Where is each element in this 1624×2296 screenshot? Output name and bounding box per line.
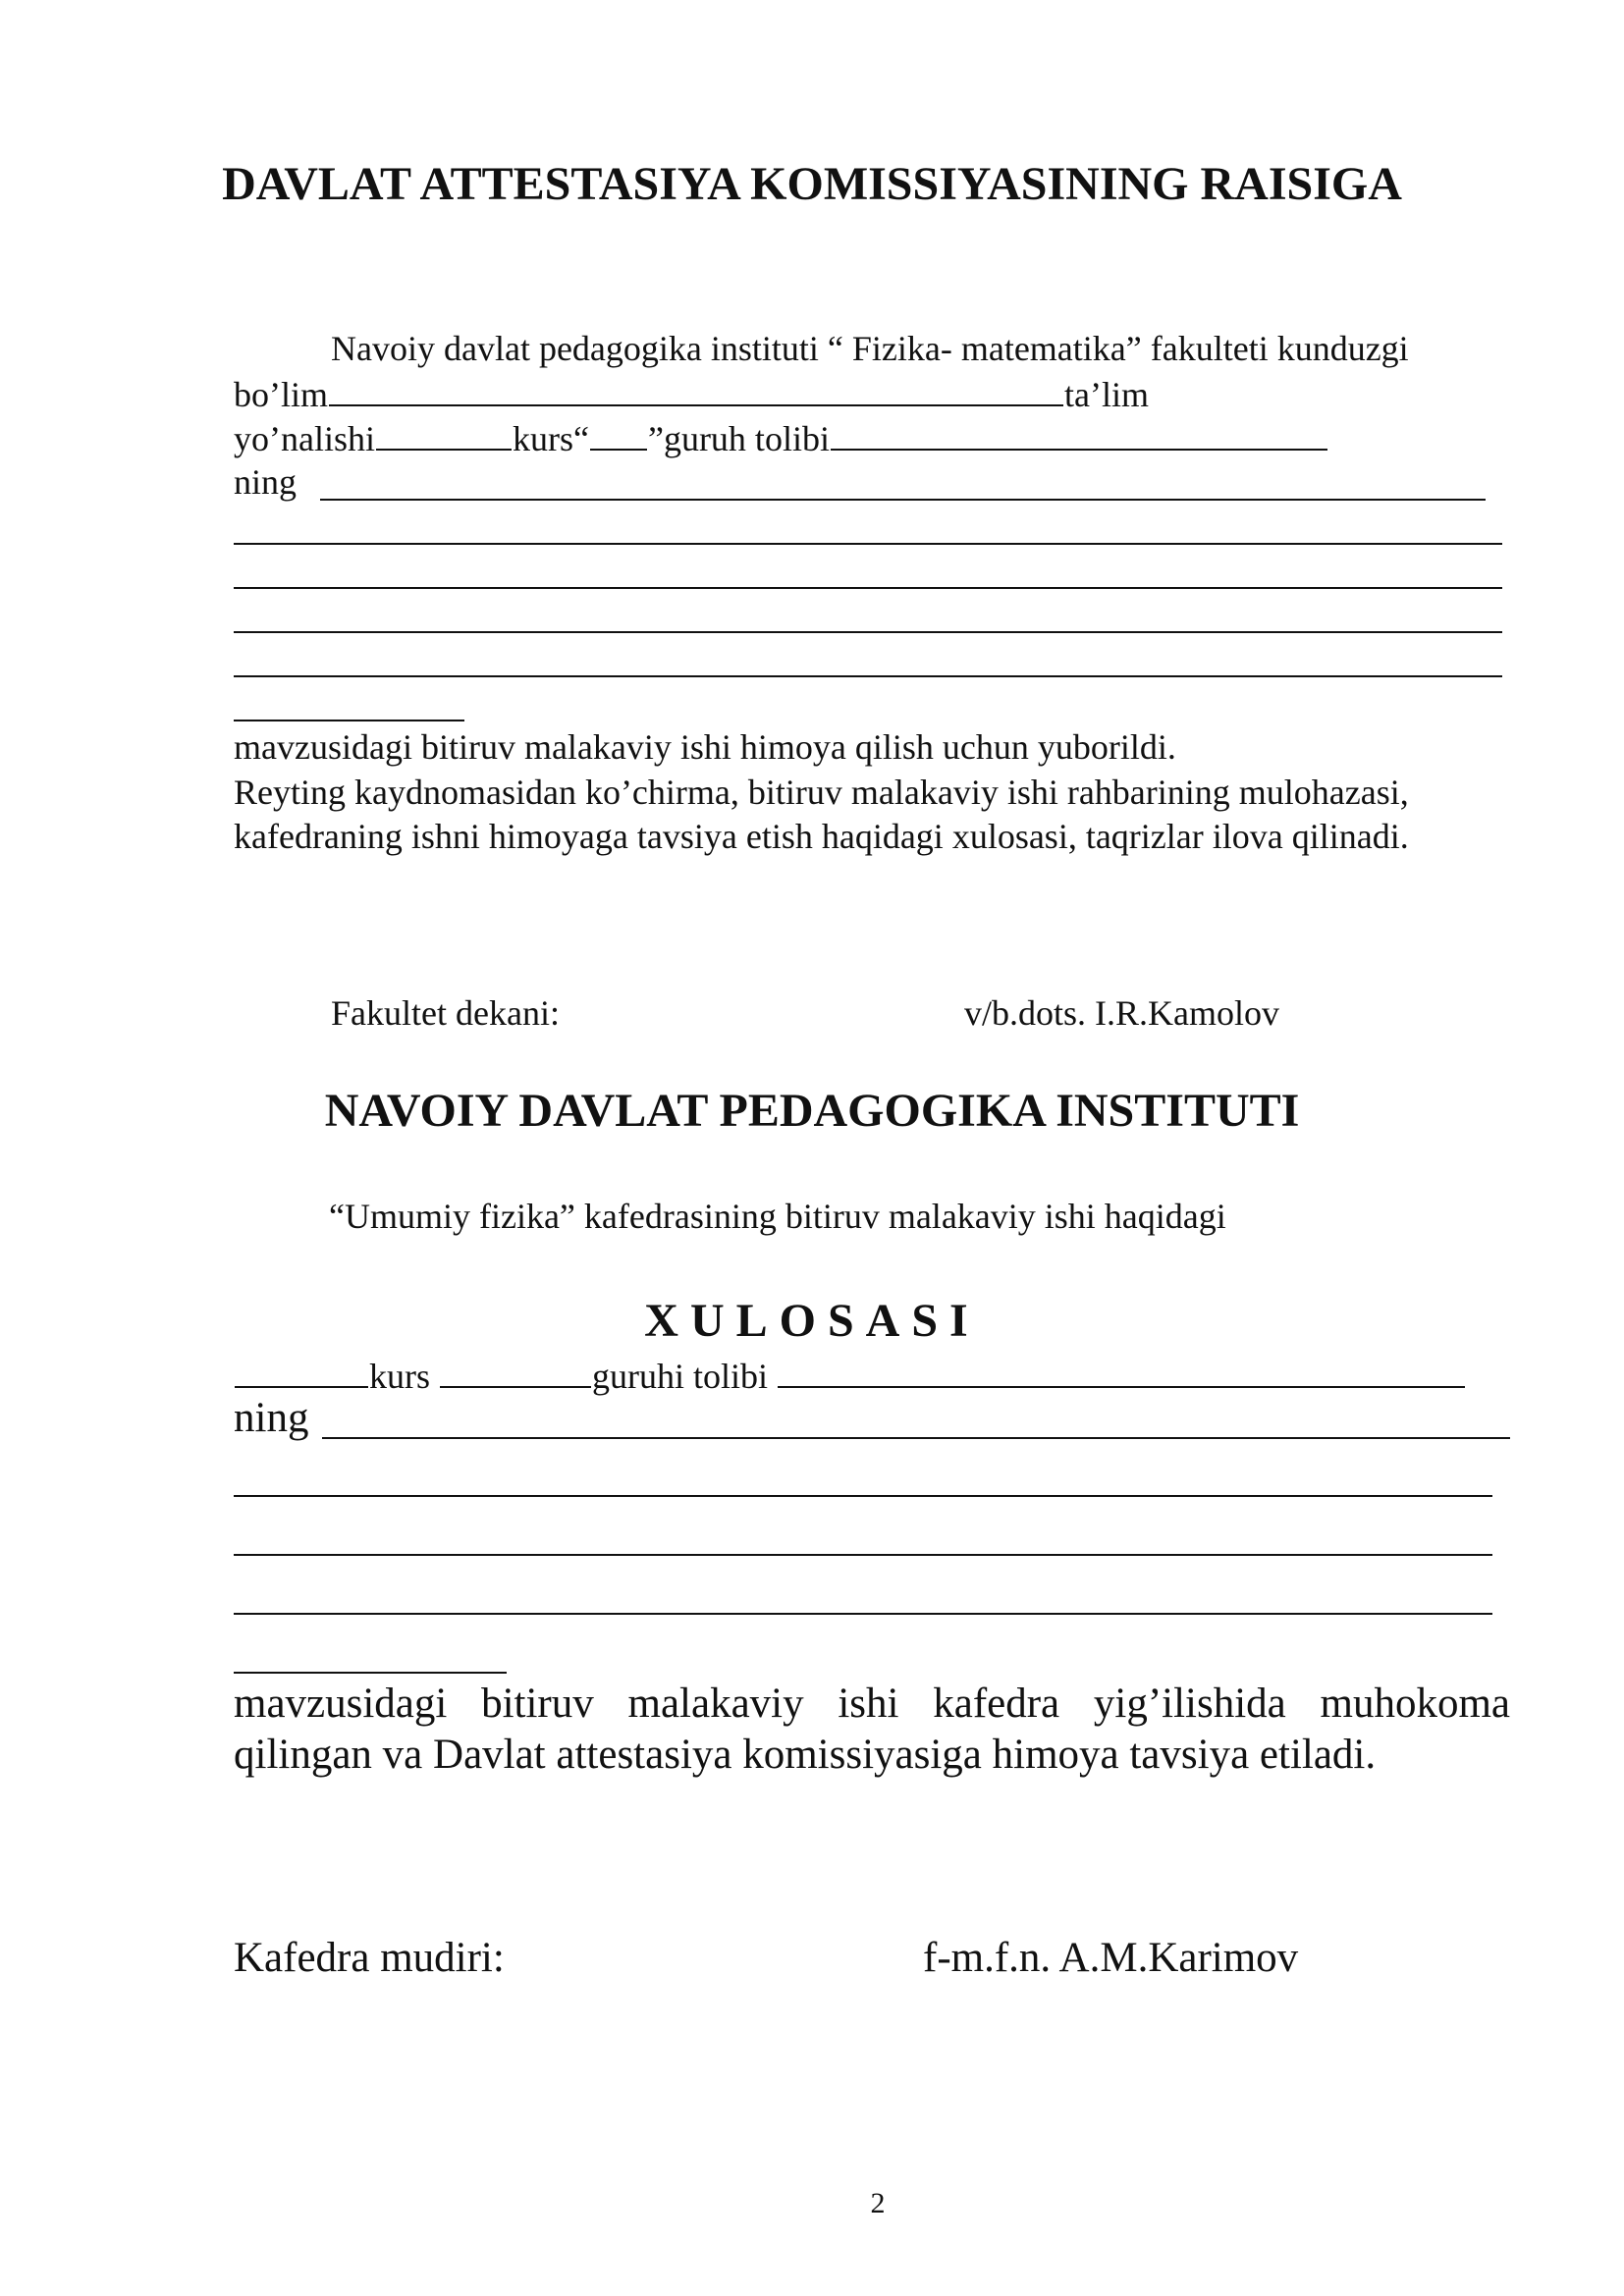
- yonalishi-blank[interactable]: [376, 417, 512, 451]
- bolim-line: [234, 373, 1149, 415]
- topic-blank-2[interactable]: [234, 587, 1502, 589]
- intro-line: Navoiy davlat pedagogika instituti “ Fizika- matematika” fakulteti kunduzgi: [331, 329, 1409, 368]
- topic-blank-3[interactable]: [234, 631, 1502, 633]
- bolim-label: bo’lim: [234, 375, 328, 414]
- yonalishi-label: yo’nalishi: [234, 419, 375, 458]
- xulosa-student-blank[interactable]: [778, 1355, 1465, 1388]
- xulosa-ning-label: ning: [234, 1395, 309, 1441]
- institute-title: NAVOIY DAVLAT PEDAGOGIKA INSTITUTI: [324, 1085, 1300, 1137]
- page-number: 2: [870, 2187, 886, 2219]
- xulosa-topic-blank-1[interactable]: [234, 1495, 1492, 1497]
- dean-name: v/b.dots. I.R.Kamolov: [964, 993, 1279, 1033]
- xulosa-guruh-label: guruhi tolibi: [592, 1357, 768, 1396]
- kurs-label: kurs“: [512, 419, 589, 458]
- kurs-blank[interactable]: [590, 417, 647, 451]
- topic-blank-5[interactable]: [234, 720, 464, 721]
- xulosa-mavzu-line-2: qilingan va Davlat attestasiya komissiyasiga himoya tavsiya etiladi.: [234, 1732, 1377, 1778]
- ning-line: [234, 461, 297, 503]
- reyting-line-1: Reyting kaydnomasidan ko’chirma, bitiruv malakaviy ishi rahbarining mulohazasi,: [234, 773, 1409, 812]
- xulosa-topic-blank-3[interactable]: [234, 1613, 1492, 1615]
- student-blank[interactable]: [831, 417, 1327, 451]
- dean-label: Fakultet dekani:: [331, 993, 560, 1033]
- xulosasi-heading: XULOSASI: [644, 1295, 980, 1347]
- xulosa-ning-blank[interactable]: [322, 1437, 1510, 1439]
- ning-label: ning: [234, 462, 298, 502]
- kafedra-head-label: Kafedra mudiri:: [234, 1935, 505, 1981]
- bolim-blank[interactable]: [329, 373, 1063, 406]
- reyting-line-2: kafedraning ishni himoyaga tavsiya etish haqidagi xulosasi, taqrizlar ilova qilinadi.: [234, 817, 1409, 856]
- xulosa-ning-line: [234, 1394, 308, 1442]
- kafedra-head-name: f-m.f.n. A.M.Karimov: [923, 1935, 1299, 1981]
- xulosa-kurs-line: [234, 1355, 1466, 1397]
- xulosa-mavzu-line-1: mavzusidagi bitiruv malakaviy ishi kafedra yig’ilishida muhokoma: [234, 1681, 1510, 1727]
- xulosa-kurs-blank[interactable]: [235, 1355, 368, 1388]
- xulosa-topic-blank-4[interactable]: [234, 1672, 507, 1674]
- guruh-label: ”guruh tolibi: [647, 419, 830, 458]
- talim-label: ta’lim: [1064, 375, 1149, 414]
- topic-blank-1[interactable]: [234, 543, 1502, 545]
- mavzu-line: mavzusidagi bitiruv malakaviy ishi himoya qilish uchun yuborildi.: [234, 727, 1176, 767]
- xulosa-kurs-label: kurs: [369, 1357, 430, 1396]
- ning-blank[interactable]: [320, 499, 1486, 501]
- yonalishi-line: [234, 417, 1328, 459]
- kafedra-subtitle: “Umumiy fizika” kafedrasining bitiruv malakaviy ishi haqidagi: [329, 1197, 1226, 1236]
- top-title: DAVLAT ATTESTASIYA KOMISSIYASINING RAISIGA: [222, 158, 1402, 210]
- topic-blank-4[interactable]: [234, 675, 1502, 677]
- xulosa-guruh-blank[interactable]: [440, 1355, 591, 1388]
- xulosa-topic-blank-2[interactable]: [234, 1554, 1492, 1556]
